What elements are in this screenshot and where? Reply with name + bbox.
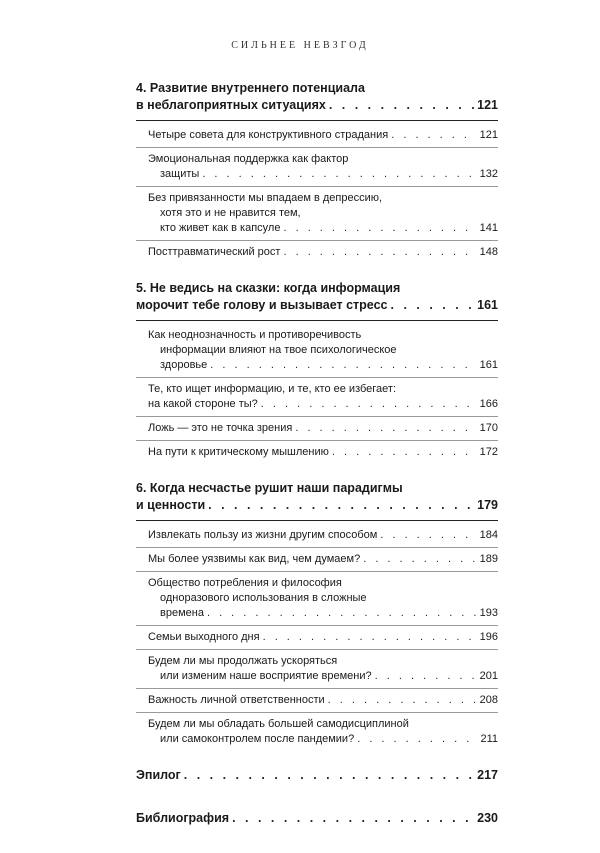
entry-text: Мы более уязвимы как вид, чем думаем? xyxy=(148,553,361,565)
entry-text: Извлекать пользу из жизни другим способом xyxy=(148,529,378,541)
chapter-4 xyxy=(136,80,498,264)
page-number: 132 xyxy=(479,168,498,180)
toc-entry xyxy=(136,528,498,548)
entry-text: кто живет как в капсуле xyxy=(160,222,281,234)
page-number: 161 xyxy=(479,359,498,371)
entry-text: Ложь — это не точка зрения xyxy=(148,422,293,434)
epilogue-title: Эпилог xyxy=(136,768,181,782)
entry-text: или самоконтролем после пандемии? xyxy=(160,733,355,745)
toc-entry xyxy=(136,128,498,148)
chapter-title-line: морочит тебе голову и вызывает стресс xyxy=(136,298,388,312)
running-header: СИЛЬНЕЕ НЕВЗГОД xyxy=(231,40,369,51)
entry-text: информации влияют на твое психологическое xyxy=(160,344,397,356)
leader-dots xyxy=(329,97,474,114)
leader-dots xyxy=(283,221,476,236)
chapter-title-line: 6. Когда несчастье рушит наши парадигмы xyxy=(136,481,403,495)
toc-entry xyxy=(136,576,498,626)
entry-text: или изменим наше восприятие времени? xyxy=(160,670,372,682)
page-number: 161 xyxy=(477,298,498,312)
leader-dots xyxy=(332,445,477,460)
toc-entry xyxy=(136,693,498,713)
page-number: 217 xyxy=(477,768,498,782)
page-number: 211 xyxy=(480,733,498,745)
chapter-title xyxy=(136,280,498,321)
leader-dots xyxy=(184,767,474,784)
chapter-title-line: и ценности xyxy=(136,498,206,512)
bibliography-title: Библиография xyxy=(136,811,230,825)
entry-text: Посттравматический рост xyxy=(148,246,281,258)
entry-text: здоровье xyxy=(160,359,208,371)
chapter-title xyxy=(136,80,498,121)
chapter-6 xyxy=(136,480,498,751)
entry-text: защиты xyxy=(160,168,200,180)
chapter-title xyxy=(136,480,498,521)
entry-text: Семьи выходного дня xyxy=(148,631,260,643)
toc-entry xyxy=(136,421,498,441)
toc-entry xyxy=(136,245,498,264)
page-number: 189 xyxy=(479,553,498,565)
entry-text: Общество потребления и философия xyxy=(148,577,342,589)
toc-entry xyxy=(136,328,498,378)
entry-text: Без привязанности мы впадаем в депрессию, xyxy=(148,192,383,204)
page-number: 201 xyxy=(479,670,498,682)
entry-text: На пути к критическому мышлению xyxy=(148,446,329,458)
entry-text: Четыре совета для конструктивного страдания xyxy=(148,129,389,141)
bibliography-entry xyxy=(136,810,498,827)
chapter-title-line: 4. Развитие внутреннего потенциала xyxy=(136,81,365,95)
toc-entry xyxy=(136,152,498,187)
page-number: 121 xyxy=(479,129,498,141)
page-number: 179 xyxy=(477,498,498,512)
leader-dots xyxy=(232,810,474,827)
leader-dots xyxy=(283,245,476,260)
leader-dots xyxy=(208,497,474,514)
page-number: 208 xyxy=(479,694,498,706)
toc-entry xyxy=(136,654,498,689)
leader-dots xyxy=(391,297,475,314)
page-number: 141 xyxy=(479,222,498,234)
chapter-5 xyxy=(136,280,498,464)
entry-text: хотя это и не нравится тем, xyxy=(160,207,301,219)
leader-dots xyxy=(357,732,477,747)
entry-text: Важность личной ответственности xyxy=(148,694,325,706)
chapter-title-line: 5. Не ведись на сказки: когда информация xyxy=(136,281,401,295)
leader-dots xyxy=(263,630,477,645)
entry-text: времена xyxy=(160,607,204,619)
toc-entry xyxy=(136,717,498,751)
entry-text: Те, кто ищет информацию, и те, кто ее избегает: xyxy=(148,383,397,395)
page-number: 184 xyxy=(479,529,498,541)
toc-entry xyxy=(136,445,498,464)
toc-entry xyxy=(136,382,498,417)
table-of-contents xyxy=(136,80,498,853)
entry-text: Будем ли мы продолжать ускоряться xyxy=(148,655,338,667)
leader-dots xyxy=(391,128,476,143)
toc-entry xyxy=(136,191,498,241)
chapter-title-line: в неблагоприятных ситуациях xyxy=(136,98,326,112)
entry-text: одноразового использования в сложные xyxy=(160,592,367,604)
entry-text: Как неоднозначность и противоречивость xyxy=(148,329,362,341)
page-number: 196 xyxy=(479,631,498,643)
entry-text: на какой стороне ты? xyxy=(148,398,258,410)
leader-dots xyxy=(380,528,476,543)
toc-entry xyxy=(136,552,498,572)
page-number: 166 xyxy=(479,398,498,410)
leader-dots xyxy=(210,358,476,373)
leader-dots xyxy=(295,421,476,436)
epilogue-entry xyxy=(136,767,498,784)
page-number: 170 xyxy=(479,422,498,434)
entry-text: Будем ли мы обладать большей самодисциплиной xyxy=(148,718,409,730)
leader-dots xyxy=(207,606,477,621)
leader-dots xyxy=(261,397,477,412)
page-number: 172 xyxy=(479,446,498,458)
leader-dots xyxy=(363,552,476,567)
page-number: 148 xyxy=(479,246,498,258)
leader-dots xyxy=(202,167,476,182)
leader-dots xyxy=(375,669,477,684)
page-number: 230 xyxy=(477,811,498,825)
page-number: 121 xyxy=(477,98,498,112)
page-number: 193 xyxy=(479,607,498,619)
entry-text: Эмоциональная поддержка как фактор xyxy=(148,153,349,165)
leader-dots xyxy=(328,693,477,708)
toc-entry xyxy=(136,630,498,650)
